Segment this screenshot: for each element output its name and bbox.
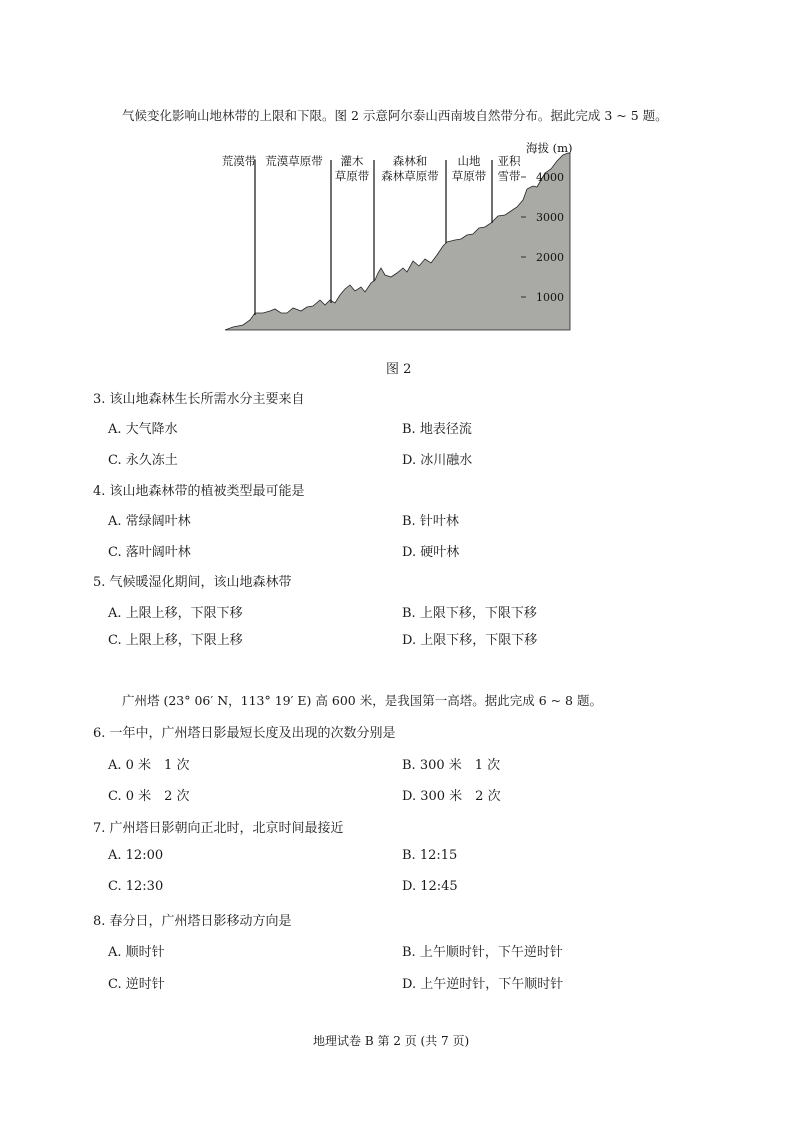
intro-text-1: 气候变化影响山地林带的上限和下限。图 2 示意阿尔泰山西南坡自然带分布。据此完成 3 ~ 5 题。: [122, 108, 668, 123]
question-3-stem: 3. 该山地森林生长所需水分主要来自: [93, 392, 305, 407]
question-4-stem: 4. 该山地森林带的植被类型最可能是: [93, 484, 305, 499]
tick-label-3000: 3000: [536, 211, 564, 224]
question-7-option-d: D. 12:45: [402, 879, 458, 894]
tick-label-4000: 4000: [536, 171, 564, 184]
question-5-option-a: A. 上限上移，下限下移: [108, 606, 243, 621]
question-4-option-b: B. 针叶林: [402, 514, 459, 529]
question-8-option-c: C. 逆时针: [108, 977, 165, 992]
question-4-option-c: C. 落叶阔叶林: [108, 545, 191, 560]
zone-label-forest-2: 森林草原带: [381, 169, 439, 183]
figure-caption: 图 2: [386, 362, 412, 377]
question-6-option-d: D. 300 米 2 次: [402, 789, 501, 804]
question-7-option-b: B. 12:15: [402, 848, 458, 863]
zone-label-forest-1: 森林和: [392, 154, 428, 168]
question-5-option-c: C. 上限上移，下限上移: [108, 633, 243, 648]
tick-label-1000: 1000: [536, 291, 564, 304]
question-6-option-c: C. 0 米 2 次: [108, 789, 190, 804]
question-5-option-b: B. 上限下移，下限下移: [402, 606, 537, 621]
question-8-option-a: A. 顺时针: [108, 945, 165, 960]
zone-label-shrub-steppe-1: 灌木: [340, 154, 364, 168]
question-4-option-d: D. 硬叶林: [402, 545, 460, 560]
tick-label-2000: 2000: [536, 251, 564, 264]
zone-label-shrub-steppe-2: 草原带: [334, 169, 370, 183]
zone-label-desert-steppe: 荒漠草原带: [265, 154, 323, 168]
question-5-option-d: D. 上限下移，下限下移: [402, 633, 538, 648]
zone-label-subnival-2: 雪带: [497, 169, 521, 183]
question-8-option-d: D. 上午逆时针，下午顺时针: [402, 977, 564, 992]
intro-text-2: 广州塔 (23° 06′ N，113° 19′ E) 高 600 米，是我国第一高塔。据此完成 6 ~ 8 题。: [122, 693, 602, 708]
question-6-option-a: A. 0 米 1 次: [108, 758, 190, 773]
question-3-option-d: D. 冰川融水: [402, 453, 473, 468]
question-6-stem: 6. 一年中，广州塔日影最短长度及出现的次数分别是: [93, 726, 396, 741]
axis-label: 海拔 (m): [526, 141, 573, 155]
question-8-stem: 8. 春分日，广州塔日影移动方向是: [93, 914, 292, 929]
mountain-zone-figure: [215, 135, 590, 335]
question-3-option-a: A. 大气降水: [108, 422, 178, 437]
question-4-option-a: A. 常绿阔叶林: [108, 514, 191, 529]
question-3-option-c: C. 永久冻土: [108, 453, 178, 468]
zone-label-mountain-steppe-2: 草原带: [451, 169, 487, 183]
zone-label-desert: 荒漠带: [221, 154, 257, 168]
question-7-option-a: A. 12:00: [108, 848, 164, 863]
question-7-stem: 7. 广州塔日影朝向正北时，北京时间最接近: [93, 821, 344, 836]
question-7-option-c: C. 12:30: [108, 879, 164, 894]
question-8-option-b: B. 上午顺时针，下午逆时针: [402, 945, 563, 960]
question-5-stem: 5. 气候暖湿化期间，该山地森林带: [93, 575, 292, 590]
page-footer: 地理试卷 B 第 2 页 (共 7 页): [313, 1034, 470, 1048]
question-6-option-b: B. 300 米 1 次: [402, 758, 501, 773]
zone-label-subnival-1: 亚积: [497, 154, 521, 168]
zone-label-mountain-steppe-1: 山地: [457, 154, 481, 168]
question-3-option-b: B. 地表径流: [402, 422, 472, 437]
